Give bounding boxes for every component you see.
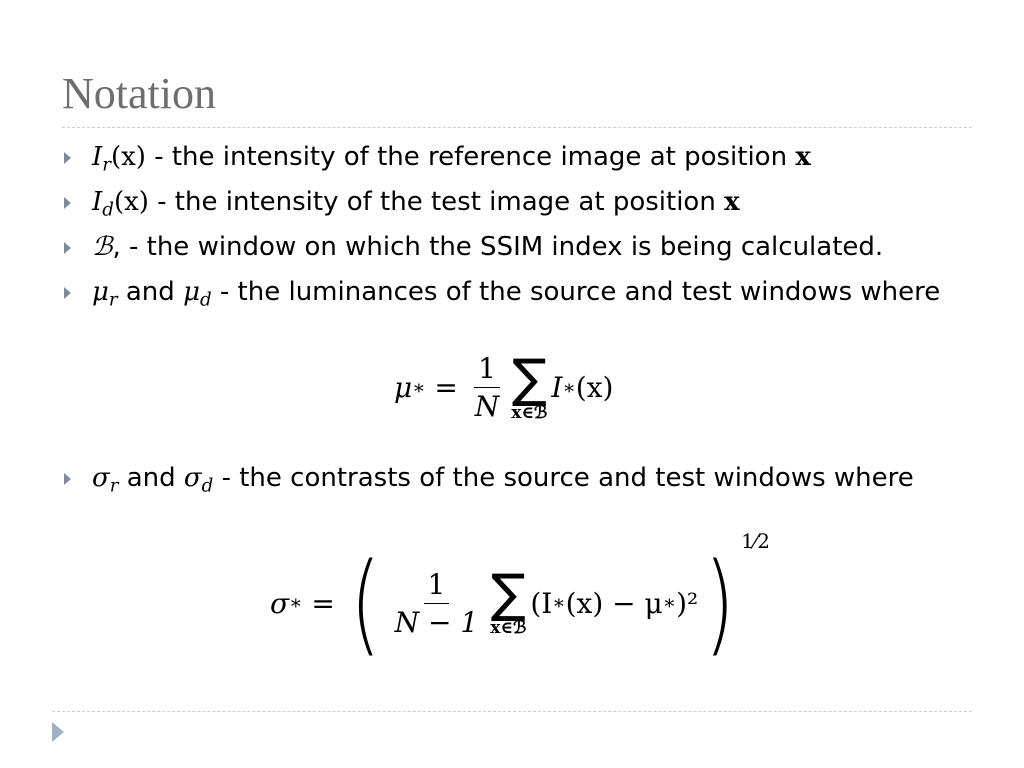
bullet-list-2	[62, 461, 962, 506]
eq-sum	[490, 564, 527, 638]
contrast-equation: σ ∗ = ( $\frac{1}{N - 1}$ ∑ x∈ℬ (I ∗ (x) − μ ∗ )² ) 1⁄2	[270, 529, 770, 667]
math-symbol: I	[92, 187, 103, 217]
bullet-text: and	[117, 277, 184, 307]
math-subscript: r	[102, 154, 111, 176]
fraction-denominator: N	[474, 390, 500, 423]
bullet-text: , - the window on which the SSIM index is being calculated.	[112, 232, 884, 262]
eq-power: 1⁄2	[741, 529, 770, 553]
bullet-item-reference-intensity	[62, 140, 962, 174]
math-subscript: r	[108, 289, 118, 311]
math-bold-x: x	[795, 142, 811, 172]
sum-range: x∈ℬ	[490, 618, 527, 638]
sum-symbol: ∑	[490, 564, 526, 624]
sum-range: x∈ℬ	[511, 402, 548, 423]
eq-sum	[511, 348, 548, 423]
math-symbol: σ	[183, 463, 202, 493]
math-symbol: ℬ	[92, 232, 113, 262]
math-subscript: r	[109, 475, 119, 497]
fraction-numerator: 1	[424, 568, 450, 604]
eq-equals: =	[302, 586, 344, 620]
bullet-arrow-icon	[64, 152, 71, 164]
bullet-item-window	[62, 230, 962, 264]
math-symbol: I	[92, 142, 103, 172]
eq-body-symbol: I	[551, 371, 563, 404]
fraction-numerator: 1	[474, 352, 500, 388]
fraction-denominator: N − 1	[394, 605, 479, 639]
bullet-arrow-icon	[64, 287, 71, 299]
math-symbol: μ	[183, 277, 200, 307]
eq-body-arg: (x)	[575, 371, 614, 404]
eq-body-open: (I	[530, 586, 553, 620]
corner-arrow-icon	[52, 722, 64, 742]
eq-lhs: μ	[394, 371, 413, 404]
bullet-text: - the intensity of the reference image at position	[145, 142, 796, 172]
bullet-text: and	[118, 463, 184, 493]
left-paren: (	[350, 539, 381, 667]
bullet-item-contrasts	[62, 461, 962, 495]
math-subscript: d	[201, 475, 214, 497]
bullet-list	[62, 140, 962, 320]
title-divider	[62, 127, 972, 128]
bullet-arrow-icon	[64, 473, 71, 485]
math-subscript: d	[102, 199, 114, 221]
eq-lhs: σ	[270, 586, 290, 620]
math-subscript: d	[199, 289, 212, 311]
eq-body-end: )²	[676, 586, 699, 620]
bullet-arrow-icon	[64, 242, 71, 254]
eq-fraction	[471, 352, 504, 423]
math-symbol: μ	[92, 277, 109, 307]
bullet-text: - the intensity of the test image at position	[148, 187, 725, 217]
math-bold-x: x	[724, 187, 740, 217]
bullet-item-test-intensity	[62, 185, 962, 219]
eq-fraction	[391, 568, 483, 639]
math-argument: (x)	[113, 187, 149, 217]
sum-symbol: ∑	[511, 348, 547, 409]
math-symbol: σ	[92, 463, 110, 493]
math-argument: (x)	[110, 142, 146, 172]
bullet-arrow-icon	[64, 197, 71, 209]
luminance-equation: μ ∗ = $\frac{1}{N}$ ∑ x∈ℬ I ∗ (x)	[394, 348, 614, 423]
footer-divider	[52, 711, 972, 712]
bullet-item-luminances	[62, 275, 962, 309]
slide-title: Notation	[62, 69, 216, 118]
bullet-text: - the contrasts of the source and test windows where	[213, 463, 914, 493]
eq-equals: =	[425, 371, 467, 404]
eq-body-rest: (x) − μ	[565, 586, 663, 620]
bullet-text: - the luminances of the source and test windows where	[211, 277, 941, 307]
right-paren: )	[704, 539, 735, 667]
